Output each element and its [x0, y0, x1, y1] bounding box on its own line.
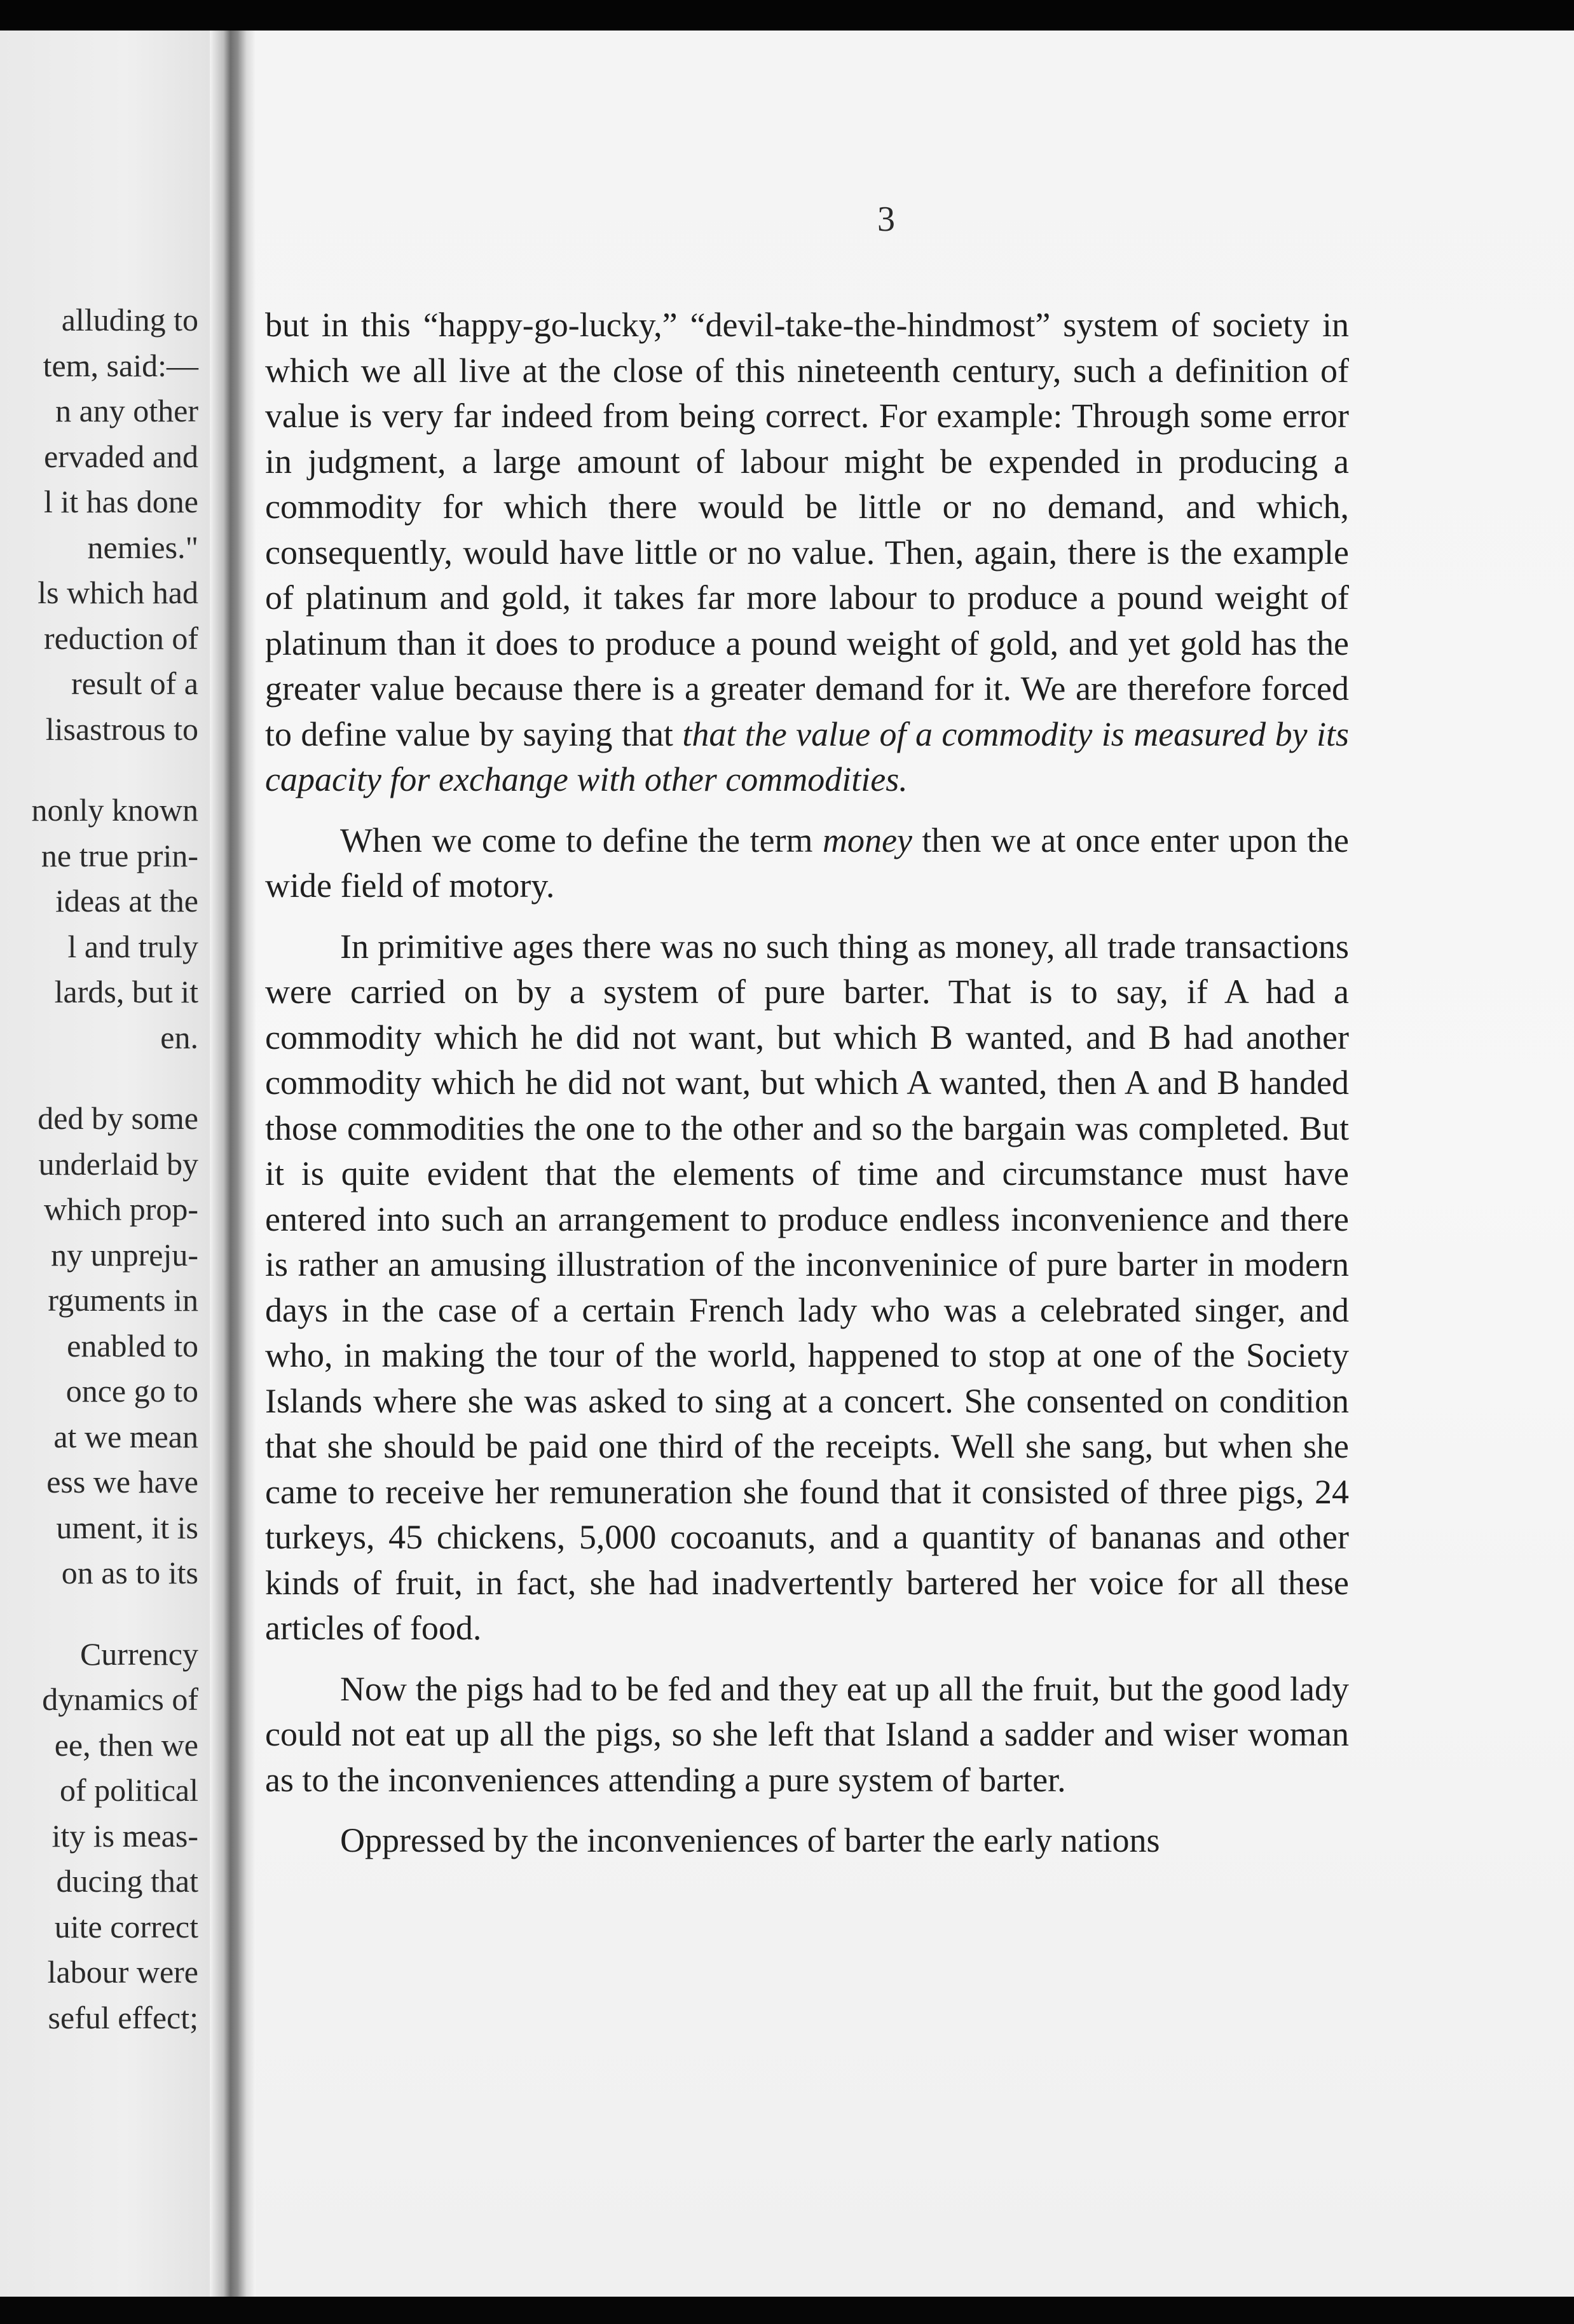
document-page	[256, 31, 1574, 2297]
facing-page-line: n any other	[55, 393, 198, 428]
facing-page-line: which prop-	[44, 1191, 198, 1227]
facing-page-line: ducing that	[56, 1863, 198, 1899]
paragraph	[265, 1818, 1349, 1864]
paragraph-text: but in this “happy-go-lucky,” “devil-take-the-hindmost” system of society in which we all live at the close of this nineteenth century, such a definition of value is very far indeed from being correct. For example: Through some error in judgment, a large amount of labour might be expended in producing a commodity for which there would be little or no demand, and which, consequently, would have little or no value. Then, again, there is the example of platinum and gold, it takes far more labour to produce a pound weight of platinum than it does to produce a pound weight of gold, and yet gold has the greater value because there is a greater demand for it. We are therefore forced to define value by saying that	[265, 306, 1349, 753]
facing-page-line: nonly known	[31, 792, 198, 828]
paragraph-text: then we at once enter upon the wide field of motory.	[265, 821, 1349, 905]
facing-page-line: rguments in	[48, 1282, 198, 1318]
paragraph	[265, 303, 1349, 803]
body-text	[265, 303, 1349, 1864]
facing-page-line: of political	[60, 1772, 198, 1808]
facing-page-line: dynamics of	[42, 1681, 198, 1717]
scan-bottom-edge	[0, 2297, 1574, 2324]
facing-page-line: result of a	[71, 666, 198, 701]
facing-page-fragment	[0, 31, 210, 2297]
facing-page-line: ity is meas-	[51, 1817, 198, 1854]
facing-page-gap	[0, 1060, 198, 1096]
italic-text: money	[823, 821, 912, 859]
facing-page-gap	[0, 752, 198, 788]
facing-page-line: ee, then we	[54, 1726, 198, 1763]
facing-page-line: ded by some	[38, 1100, 198, 1136]
facing-page-line: lards, but it	[54, 974, 198, 1009]
book-gutter	[210, 31, 256, 2297]
facing-page-line: at we mean	[53, 1418, 198, 1454]
facing-page-line: on as to its	[61, 1555, 198, 1590]
facing-page-line: seful effect;	[48, 1999, 198, 2035]
facing-page-line: enabled to	[67, 1327, 198, 1364]
paragraph-text: In primitive ages there was no such thing as money, all trade transactions were carried on by a system of pure barter. That is to say, if A had a commodity which he did not want, but which B wanted, and B had another commodity which he did not want, but which A wanted, then A and B handed those commodities the one to the other and so the bargain was completed. But it is quite evident that the elements of time and circumstance must have entered into such an arrangement to produce endless inconvenience and there is rather an amusing illustration of the inconveninice of pure barter in modern days in the case of a certain French lady who was a celebrated singer, and who, in making the tour of the world, happened to stop at one of the Society Islands where she was asked to sing at a concert. She consented on condition that she should be paid one third of the receipts. Well she sang, but when she came to receive her remuneration she found that it consisted of three pigs, 24 turkeys, 45 chickens, 5,000 cocoanuts, and a quantity of bananas and other kinds of fruit, in fact, she had inadvertently bartered her voice for all these articles of food.	[265, 927, 1349, 1647]
facing-page-line: ervaded and	[44, 438, 198, 474]
facing-page-gap	[0, 1596, 198, 1632]
facing-page-line: ne true prin-	[41, 837, 198, 873]
facing-page-line: ls which had	[38, 575, 198, 610]
facing-page-line: tem, said:—	[43, 347, 198, 383]
facing-page-line: l it has done	[43, 484, 198, 519]
facing-page-line: lisastrous to	[45, 711, 198, 747]
facing-page-line: nemies."	[87, 529, 198, 565]
facing-page-line: en.	[160, 1019, 198, 1055]
facing-page-line: alluding to	[61, 302, 198, 338]
facing-page-line: underlaid by	[38, 1145, 198, 1182]
facing-page-line: ument, it is	[56, 1509, 198, 1545]
facing-page-line: Currency	[79, 1636, 198, 1672]
facing-page-line: reduction of	[44, 620, 198, 656]
page-number: 3	[877, 200, 895, 239]
facing-page-line: l and truly	[67, 928, 198, 964]
paragraph-text: Now the pigs had to be fed and they eat up all the fruit, but the good lady could not eat up all the pigs, so she left that Island a sadder and wiser woman as to the inconveniences attending a pure system of barter.	[265, 1669, 1349, 1799]
paragraph	[265, 924, 1349, 1651]
facing-page-line: once go to	[65, 1373, 198, 1409]
facing-page-line: ideas at the	[55, 883, 198, 919]
paragraph	[265, 818, 1349, 909]
facing-page-line: ny unpreju-	[51, 1236, 198, 1273]
facing-page-line: ess we have	[46, 1464, 198, 1500]
paragraph-text: Oppressed by the inconveniences of barter the early nations	[340, 1821, 1160, 1859]
facing-page-text	[0, 297, 198, 2040]
facing-page-line: labour were	[47, 1954, 198, 1990]
facing-page-line: uite correct	[54, 1908, 198, 1945]
italic-text: that the value of a commodity is measured by its capacity for exchange with other commodities.	[265, 714, 1349, 798]
paragraph-text: When we come to define the term	[340, 821, 823, 859]
paragraph	[265, 1667, 1349, 1803]
